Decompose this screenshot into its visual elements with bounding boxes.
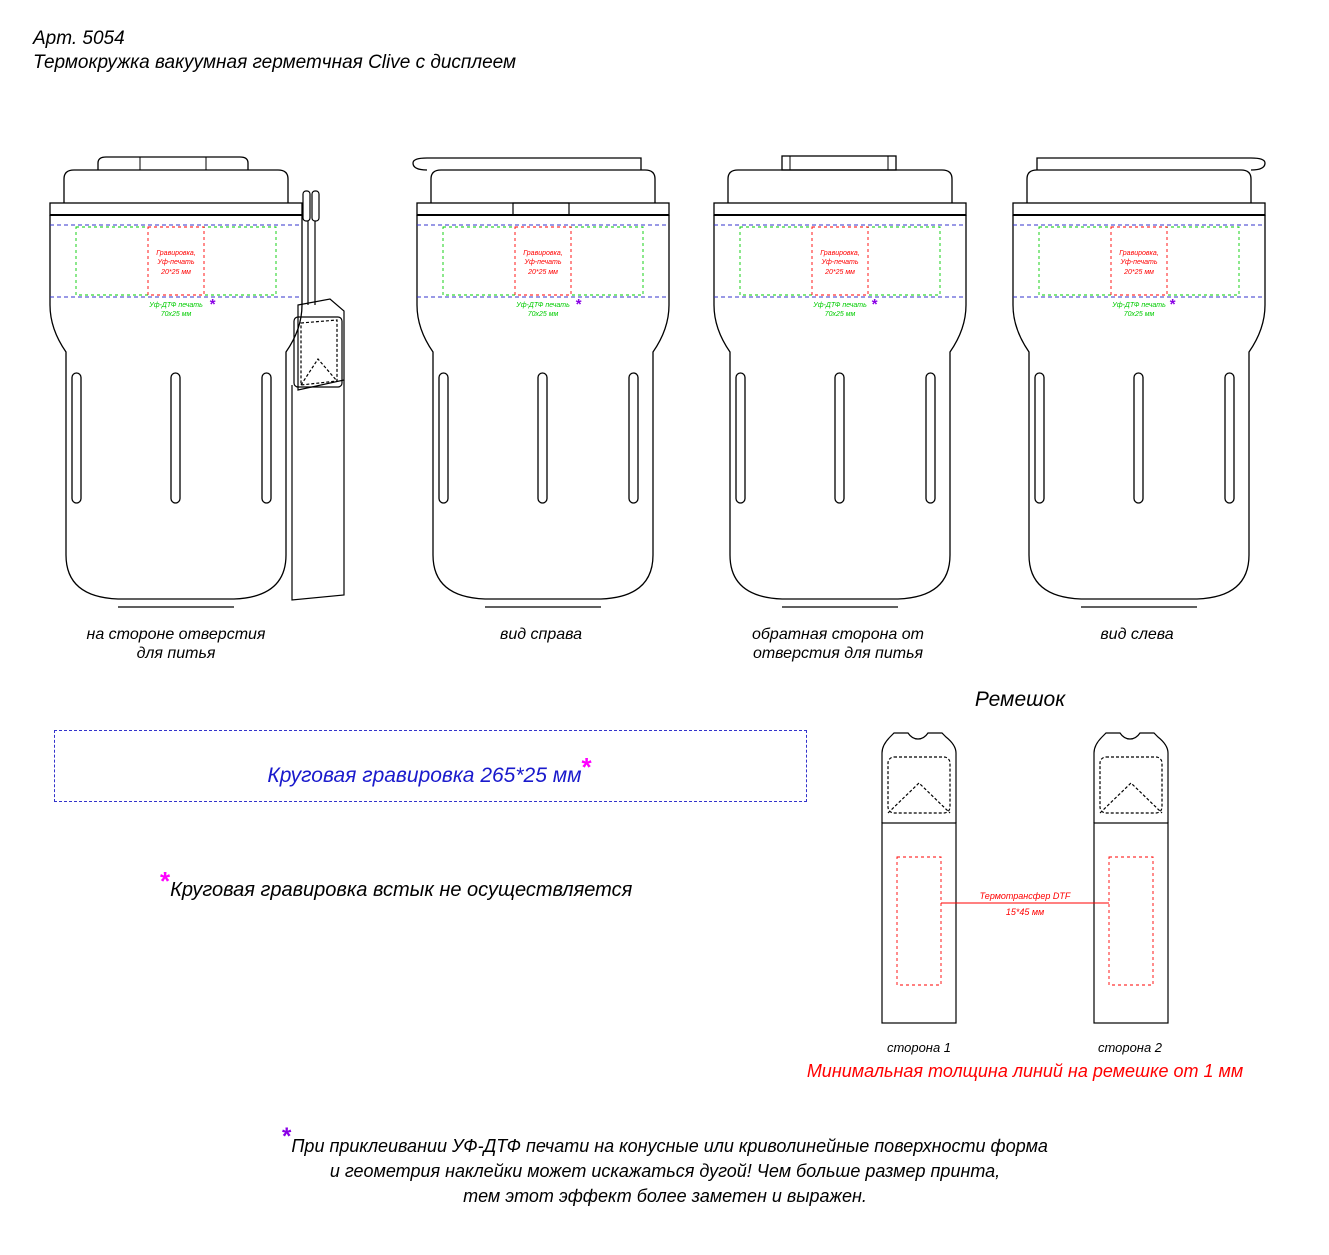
strap-side-1 [882, 733, 956, 1023]
display-button [513, 203, 569, 215]
engraving-size: 20*25 мм [825, 269, 855, 276]
strap-side-1-caption: сторона 1 [886, 1040, 952, 1055]
uvdtf-size: 70x25 мм [160, 311, 192, 318]
asterisk-mark: * [581, 752, 592, 782]
view-caption-1 [56, 625, 296, 663]
circular-engraving-text: Круговая гравировка 265*25 мм [267, 764, 582, 787]
uvdtf-label: Уф-ДТФ печать [149, 302, 203, 309]
note-line: тем этот эффект более заметен и выражен. [463, 1186, 867, 1206]
strap-side-2-caption: сторона 2 [1097, 1040, 1163, 1055]
butt-note-text: Круговая гравировка встык не осуществляется [170, 879, 633, 901]
strap-heading: Ремешок [974, 688, 1066, 711]
engraving-label: Уф-печать [524, 259, 562, 266]
engraving-label: Уф-печать [821, 259, 859, 266]
product-title: Термокружка вакуумная герметчная Clive с дисплеем [33, 52, 517, 73]
uvdtf-label: Уф-ДТФ печать [1112, 302, 1166, 309]
strap-drawings [860, 725, 1180, 1035]
cup-view-right [413, 158, 669, 607]
tumbler-views [0, 0, 1329, 620]
butt-engraving-note [160, 866, 632, 902]
view-caption-4 [1017, 625, 1257, 644]
engraving-label: Уф-печать [1120, 259, 1158, 266]
lid-handle [1037, 158, 1265, 170]
note-line: и геометрия наклейки может искажаться дугой! Чем больше размер принта, [329, 1161, 1001, 1181]
view-caption-2 [421, 625, 661, 644]
engraving-label: Гравировка, [156, 250, 196, 257]
article-number: Арт. 5054 [33, 28, 125, 49]
uvdtf-size: 70x25 мм [527, 311, 559, 318]
cup-view-drinking-side [50, 157, 344, 607]
uvdtf-size: 70x25 мм [824, 311, 856, 318]
asterisk-mark: * [575, 296, 581, 313]
strap-side-2 [1094, 733, 1168, 1023]
note-line: При приклеивании УФ-ДТФ печати на конусные или криволинейные поверхности форма [291, 1136, 1048, 1156]
caption-line: отверстия для питья [752, 645, 924, 662]
transfer-label: Термотрансфер DTF [979, 891, 1071, 901]
lid-handle [98, 157, 248, 170]
asterisk-mark: * [282, 1123, 292, 1150]
zone-labels-view-3 [812, 250, 878, 318]
circular-engraving-label [54, 752, 805, 788]
engraving-size: 20*25 мм [161, 269, 191, 276]
engraving-label: Гравировка, [1119, 250, 1159, 257]
caption-line: вид справа [499, 626, 583, 643]
engraving-size: 20*25 мм [528, 269, 558, 276]
asterisk-mark: * [871, 296, 877, 313]
asterisk-mark: * [209, 296, 215, 313]
engraving-label: Гравировка, [820, 250, 860, 257]
zone-labels-view-1 [148, 250, 216, 318]
caption-line: обратная сторона от [752, 626, 924, 643]
caption-line: для питья [136, 645, 216, 662]
cup-view-left [1013, 158, 1265, 607]
strap-side-view [292, 191, 344, 600]
uvdtf-distortion-note [180, 1124, 1150, 1209]
engraving-size: 20*25 мм [1124, 269, 1154, 276]
uvdtf-size: 70x25 мм [1123, 311, 1155, 318]
transfer-size: 15*45 мм [1005, 907, 1045, 917]
asterisk-mark: * [160, 866, 171, 896]
engraving-label: Уф-печать [157, 259, 195, 266]
view-caption-3 [718, 625, 958, 663]
engraving-label: Гравировка, [523, 250, 563, 257]
uvdtf-label: Уф-ДТФ печать [516, 302, 570, 309]
caption-line: на стороне отверстия [86, 626, 266, 643]
lid-handle [782, 156, 896, 170]
asterisk-mark: * [1169, 296, 1175, 313]
uvdtf-label: Уф-ДТФ печать [813, 302, 867, 309]
zone-labels-view-4 [1111, 250, 1176, 318]
cup-view-back [714, 156, 966, 607]
min-line-thickness-note: Минимальная толщина линий на ремешке от 1 мм [806, 1061, 1244, 1081]
zone-labels-view-2 [515, 250, 582, 318]
lid-handle [413, 158, 641, 170]
caption-line: вид слева [1100, 626, 1174, 643]
